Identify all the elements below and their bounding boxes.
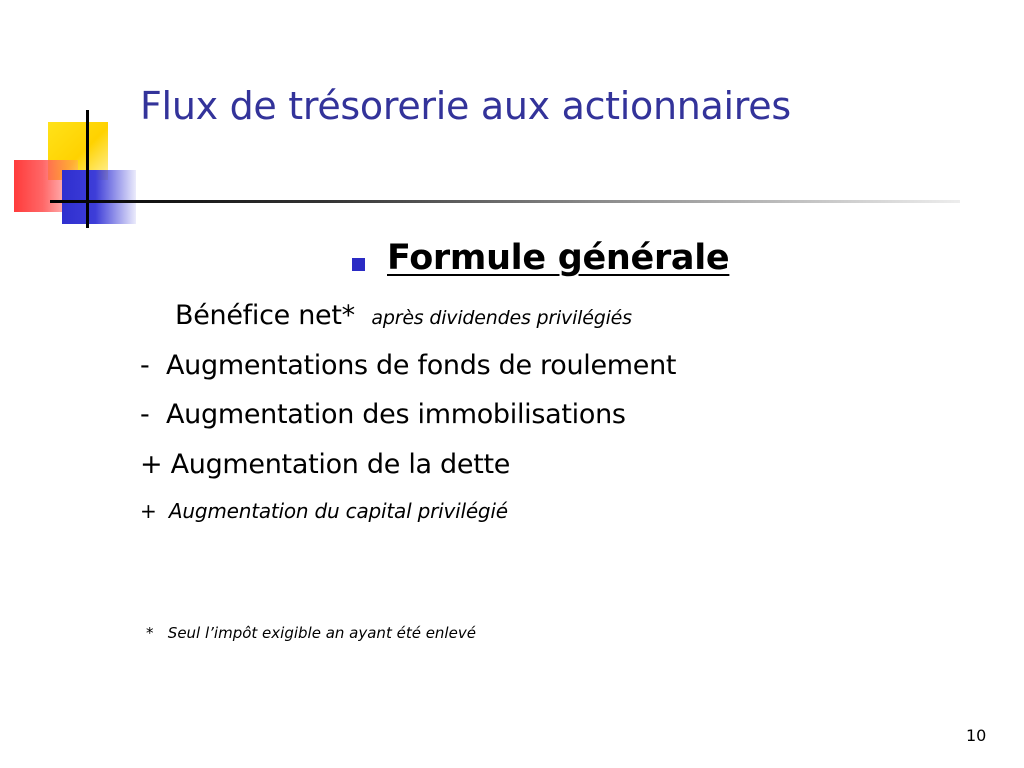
page-number: 10 (966, 726, 987, 745)
title-divider-line (50, 200, 960, 203)
decorative-vertical-line (86, 110, 89, 228)
benefit-label: Bénéfice net* (175, 300, 355, 331)
benefit-note: après dividendes privilégiés (371, 307, 632, 329)
formula-line-preferred-capital: + Augmentation du capital privilégié (140, 499, 508, 523)
formula-line-debt: + Augmentation de la dette (140, 449, 511, 480)
footnote: * Seul l’impôt exigible an ayant été enlevé (146, 624, 476, 642)
section-heading: Formule générale (387, 238, 730, 278)
formula-line-benefit (175, 300, 632, 331)
formula-line-working-capital: - Augmentations de fonds de roulement (140, 350, 677, 381)
square-bullet-icon (352, 258, 365, 271)
slide-title: Flux de trésorerie aux actionnaires (140, 84, 791, 128)
formula-line-fixed-assets: - Augmentation des immobilisations (140, 399, 626, 430)
decorative-blue-square (62, 170, 136, 224)
